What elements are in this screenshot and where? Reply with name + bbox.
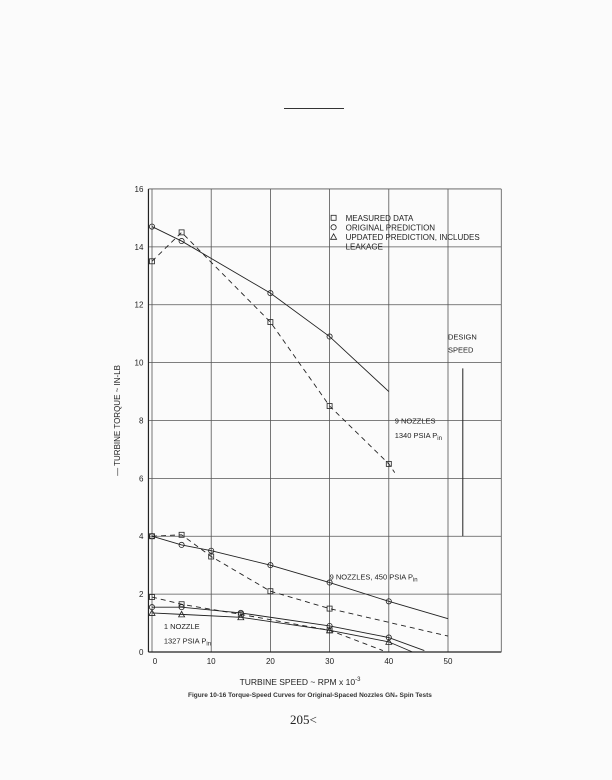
- chart-annotation: 1327 PSIA $P_{in}$: [163, 636, 212, 648]
- y-tick-label: 4: [138, 532, 144, 542]
- y-tick-label: 2: [138, 590, 144, 600]
- y-tick-label: 8: [138, 416, 144, 426]
- figure-caption: Figure 10-16 Torque-Speed Curves for Original-Spaced Nozzles GN₂ Spin Tests: [188, 692, 432, 699]
- x-tick-label: 30: [325, 657, 335, 666]
- y-tick-label: 10: [134, 358, 144, 368]
- annotation-subscript: in: [437, 435, 442, 442]
- x-tick-label: 50: [443, 657, 453, 666]
- legend-entry-label: LEAKAGE: [345, 242, 383, 252]
- y-axis-label: — TURBINE TORQUE ~ IN-LB: [113, 365, 122, 476]
- page-number: 205<: [290, 712, 317, 727]
- y-tick-label: 12: [134, 300, 144, 310]
- x-tick-label: 0: [152, 657, 158, 666]
- series-line-1: [152, 232, 395, 472]
- annotation-subscript: in: [206, 641, 212, 648]
- x-tick-label: 10: [206, 657, 216, 666]
- x-tick-label: 40: [384, 657, 394, 666]
- y-tick-label: 6: [138, 474, 144, 484]
- chart-annotation: 9 NOZZLES, 450 PSIA $P_{in}$: [329, 572, 418, 584]
- y-tick-label: 16: [134, 184, 144, 194]
- legend-entry-label: MEASURED DATA: [345, 213, 414, 223]
- y-tick-label: 0: [138, 648, 144, 657]
- legend-entry-label: ORIGINAL PREDICTION: [345, 223, 436, 233]
- x-tick-label: 20: [265, 657, 275, 666]
- annotation-subscript: in: [412, 577, 418, 584]
- triangle-marker: [331, 234, 337, 240]
- square-marker: [331, 215, 336, 220]
- x-axis-label: TURBINE SPEED ~ RPM x $10^{-3}$: [239, 677, 361, 687]
- chart-annotation: 1 NOZZLE: [163, 621, 200, 631]
- circle-marker: [331, 225, 336, 230]
- x-axis-label-exponent: -3: [355, 677, 361, 683]
- chart-annotation: SPEED: [448, 345, 474, 355]
- legend-entry-label: UPDATED PREDICTION, INCLUDES: [345, 232, 480, 242]
- chart-annotation: 9 NOZZLES: [394, 416, 436, 426]
- chart-annotation: DESIGN: [448, 332, 477, 342]
- y-tick-label: 14: [134, 242, 144, 252]
- chart-annotation: 1340 PSIA $P_{in}$: [394, 430, 442, 442]
